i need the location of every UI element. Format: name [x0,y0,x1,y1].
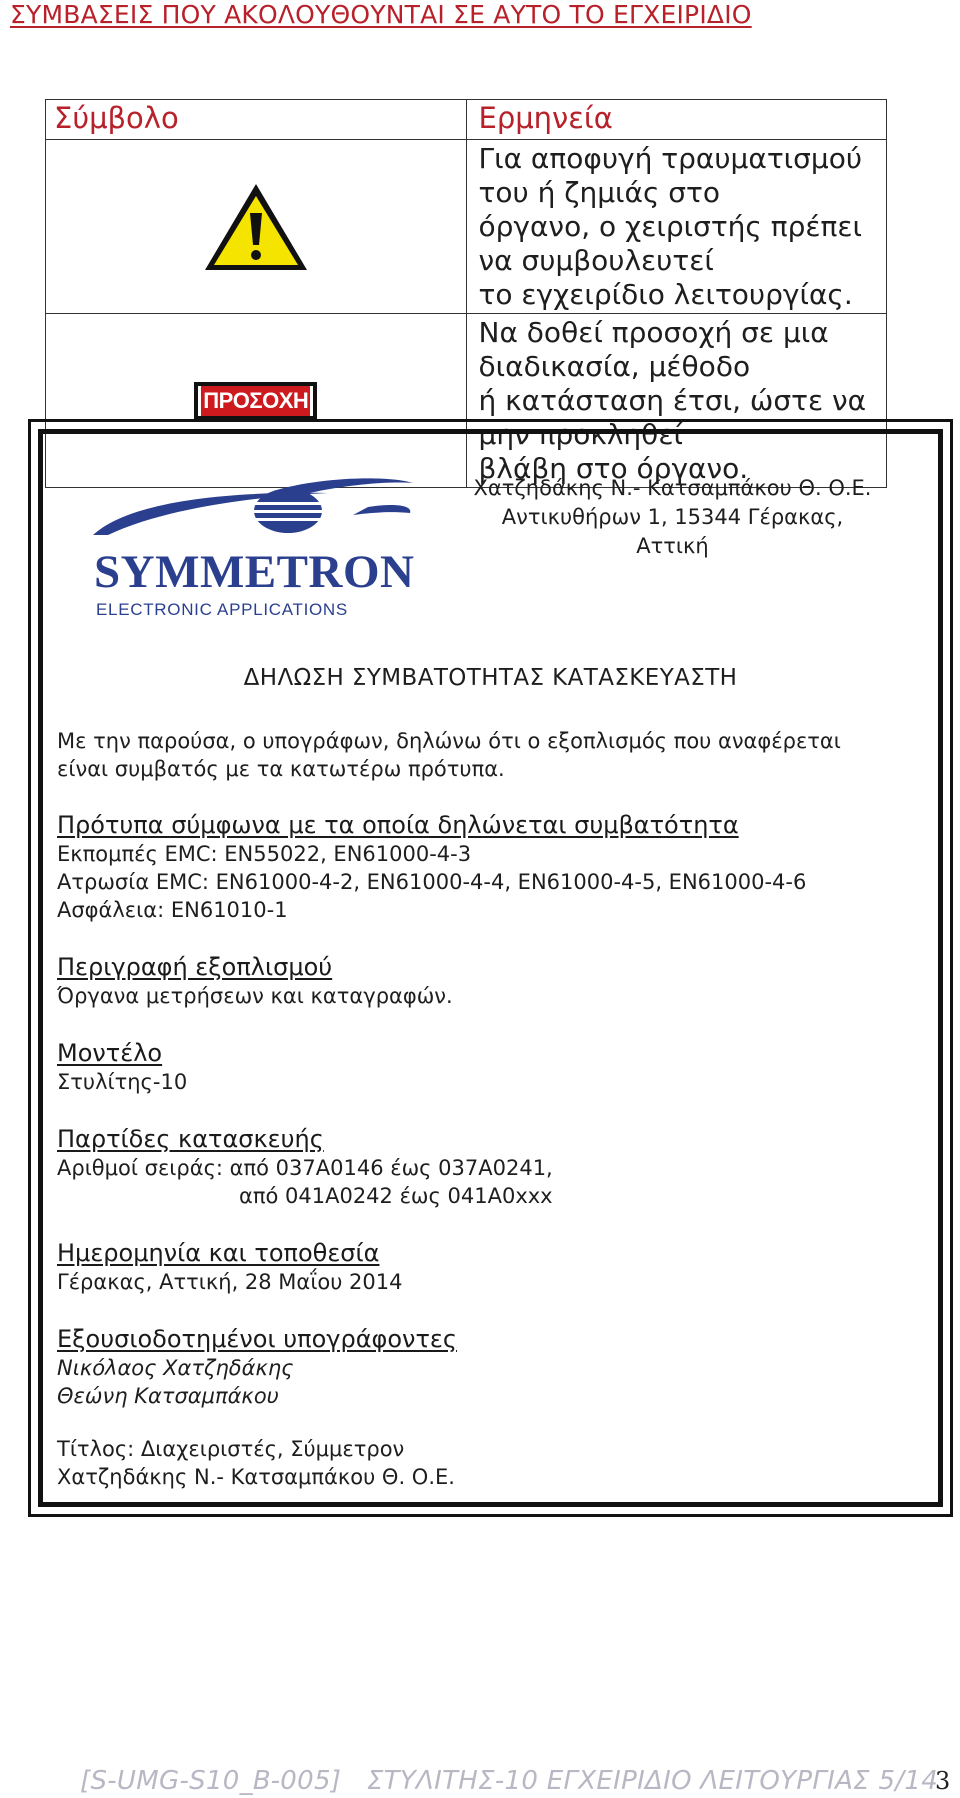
date-place-heading: Ημερομηνία και τοποθεσία [57,1239,380,1267]
footer-doc-title: ΣΤΥΛΙΤΗΣ-10 ΕΓΧΕΙΡΙΔΙΟ ΛΕΙΤΟΥΡΓΙΑΣ 5/14 [366,1766,939,1796]
table-row [46,140,887,314]
description-line: Να δοθεί προσοχή σε μια διαδικασία, μέθοδο [478,316,829,383]
description-line: βλάβη στο όργανο. [478,452,749,485]
description-line: Για αποφυγή τραυματισμού του ή ζημιάς στο [478,142,863,209]
declaration-title: ΔΗΛΩΣΗ ΣΥΜΒΑΤΟΤΗΤΑΣ ΚΑΤΑΣΚΕΥΑΣΤΗ [243,665,738,691]
warning-triangle-icon [202,181,310,273]
signatories-heading: Εξουσιοδοτημένοι υπογράφοντες [57,1325,457,1353]
model-section [57,1038,937,1096]
serial-numbers-line: Αριθμοί σειράς: από 037A0146 έως 037A0241, [57,1156,553,1180]
caution-badge-label: ΠΡΟΣΟΧΗ [201,386,310,416]
symbols-table-header [46,100,887,140]
description-line: το εγχειρίδιο λειτουργίας. [478,278,853,311]
signatory-name: Θεώνη Κατσαμπάκου [57,1384,279,1408]
date-place-section [57,1238,937,1296]
signatory-role: Τίτλος: Διαχειριστές, Σύμμετρον [57,1437,405,1461]
safety-standard: Ασφάλεια: EN61010-1 [57,898,288,922]
caution-badge [194,382,317,420]
logo-tagline: ELECTRONIC APPLICATIONS [96,600,348,619]
equipment-description: Όργανα μετρήσεων και καταγραφών. [57,984,453,1008]
batches-heading: Παρτίδες κατασκευής [57,1125,324,1153]
emissions-standards: Εκπομπές EMC: EN55022, EN61000-4-3 [57,842,472,866]
signatories-section [57,1324,937,1410]
company-street: Αντικυθήρων 1, 15344 Γέρακας, [501,505,844,529]
date-place-text: Γέρακας, Αττική, 28 Μαΐου 2014 [57,1270,403,1294]
logo-wordmark: SYMMETRON [94,546,415,598]
equipment-section [57,952,937,1010]
symmetron-logo [88,473,418,623]
company-region: Αττική [636,534,709,558]
signatory-name: Νικόλαος Χατζηδάκης [57,1356,294,1380]
symbol-column-header: Σύμβολο [46,100,467,140]
model-heading: Μοντέλο [57,1039,163,1067]
standards-section [57,810,937,924]
intro-line: είναι συμβατός με τα κατωτέρω πρότυπα. [57,757,505,781]
declaration-intro [57,727,937,783]
signatory-title-block [57,1435,937,1491]
meaning-column-header: Ερμηνεία [466,100,887,140]
company-name: Χατζηδάκης Ν.- Κατσαμπάκου Θ. Ο.Ε. [473,476,872,500]
company-address [430,474,915,561]
page-number: 3 [935,1767,951,1795]
equipment-heading: Περιγραφή εξοπλισμού [57,953,333,981]
standards-heading: Πρότυπα σύμφωνα με τα οποία δηλώνεται συμβατότητα [57,811,739,839]
footer-doc-code: [S-UMG-S10_B-005] [80,1766,342,1796]
intro-line: Με την παρούσα, ο υπογράφων, δηλώνω ότι ο εξοπλισμός που αναφέρεται [57,729,841,753]
description-line: ή κατάσταση έτσι, ώστε να μην προκληθεί [478,384,867,451]
description-line: όργανο, ο χειριστής πρέπει να συμβουλευτεί [478,210,862,277]
model-name: Στυλίτης-10 [57,1070,188,1094]
immunity-standards: Ατρωσία EMC: EN61000-4-2, EN61000-4-4, EN61000-4-5, EN61000-4-6 [57,870,807,894]
batches-section [57,1124,937,1210]
page-footer [80,1766,938,1796]
serial-numbers-line: από 041A0242 έως 041A0xxx [239,1184,553,1208]
symbol-description [466,140,887,314]
signatory-company: Χατζηδάκης Ν.- Κατσαμπάκου Θ. Ο.Ε. [57,1465,455,1489]
page-heading: ΣΥΜΒΑΣΕΙΣ ΠΟΥ ΑΚΟΛΟΥΘΟΥΝΤΑΙ ΣΕ ΑΥΤΟ ΤΟ ΕΓΧΕΙΡΙΔΙΟ [10,0,752,29]
symbol-cell [46,140,467,314]
